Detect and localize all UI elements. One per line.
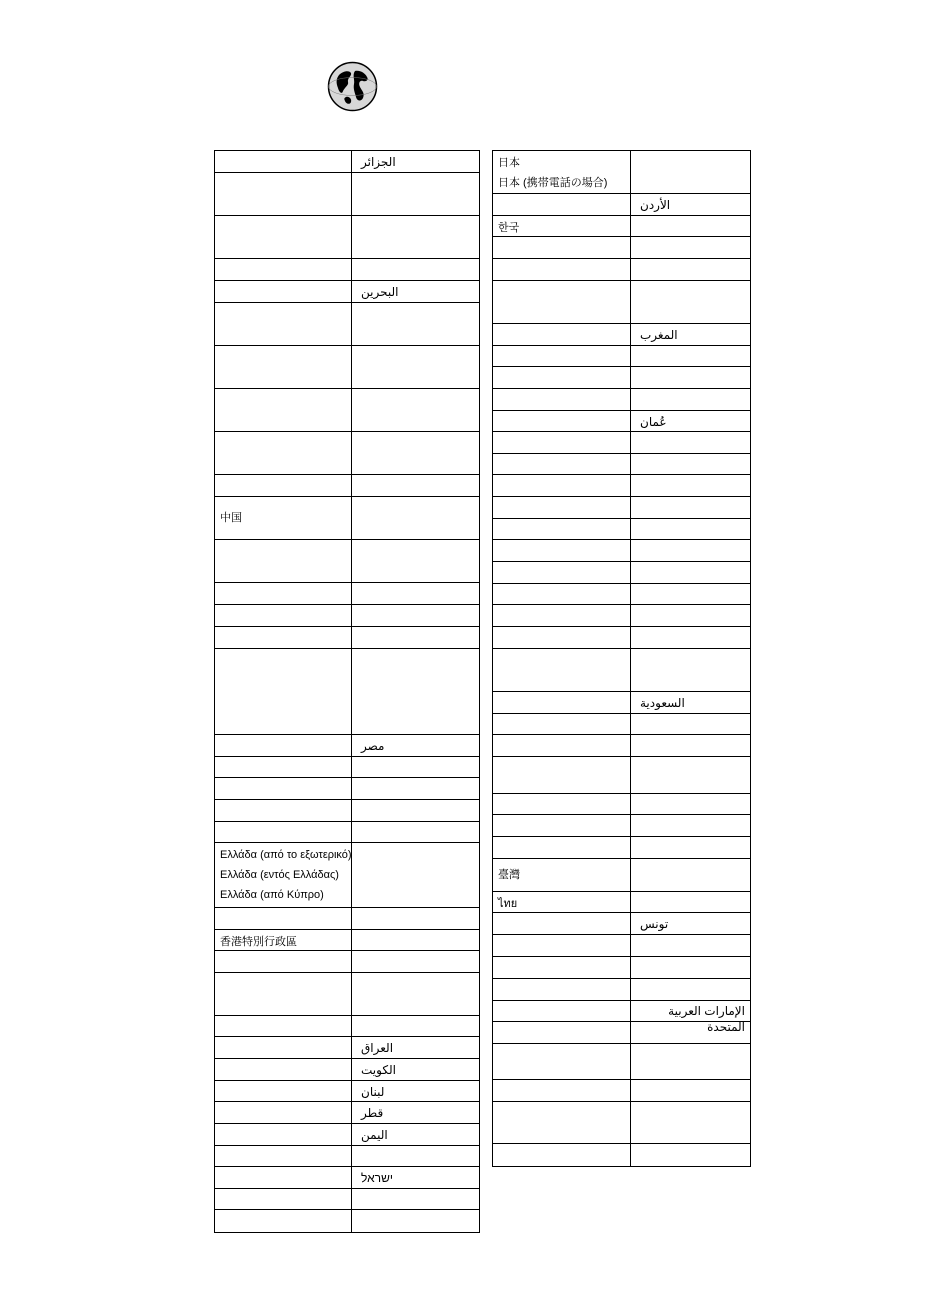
local-name-cell [631, 194, 750, 215]
local-name-cell [352, 259, 479, 280]
table-row [215, 778, 479, 800]
local-name-cell [631, 259, 750, 280]
country-name-cell [493, 735, 631, 756]
table-row [215, 303, 479, 346]
table-row [493, 935, 750, 957]
local-name-cell [352, 649, 479, 734]
country-name-cell [493, 714, 631, 734]
country-name-cell [493, 1022, 631, 1043]
local-name-cell [352, 627, 479, 648]
table-row [215, 583, 479, 605]
local-name-cell [631, 1144, 750, 1166]
country-name-cell [493, 1102, 631, 1143]
country-name-cell [493, 892, 631, 912]
table-row [493, 757, 750, 794]
country-name-cell [215, 735, 352, 756]
local-name-cell [631, 584, 750, 604]
local-name-cell [352, 497, 479, 539]
table-row [215, 216, 479, 259]
country-name-cell [493, 837, 631, 858]
local-name-cell [352, 216, 479, 258]
local-name-cell [631, 389, 750, 410]
local-name-cell [352, 1102, 479, 1123]
local-name-cell [352, 822, 479, 842]
table-row [493, 497, 750, 519]
table-row [493, 389, 750, 411]
table-row [493, 913, 750, 935]
country-name-cell [215, 1037, 352, 1058]
country-name-cell [215, 1016, 352, 1036]
table-row [215, 1124, 479, 1146]
country-name-cell [493, 584, 631, 604]
table-row [493, 714, 750, 735]
country-name-cell [215, 627, 352, 648]
local-name-text: البحرين [361, 285, 399, 299]
country-name-text: ไทย [498, 898, 518, 910]
country-name-text: Ελλάδα (εντός Ελλάδας) [220, 869, 339, 881]
country-name-text: Ελλάδα (από Κύπρο) [220, 889, 324, 901]
table-row [215, 151, 479, 173]
table-row [215, 843, 479, 908]
table-row [215, 735, 479, 757]
country-name-cell [215, 1059, 352, 1080]
local-name-cell [631, 1102, 750, 1143]
local-name-cell [631, 649, 750, 691]
table-row [493, 859, 750, 892]
local-name-cell [352, 1081, 479, 1101]
local-name-text: المغرب [640, 328, 678, 342]
country-name-cell [215, 973, 352, 1015]
local-name-cell [352, 540, 479, 582]
country-name-cell [493, 692, 631, 713]
table-row [215, 475, 479, 497]
local-name-cell [352, 951, 479, 972]
local-name-cell [631, 692, 750, 713]
local-name-cell [631, 913, 750, 934]
country-name-cell [215, 583, 352, 604]
country-name-cell [215, 497, 352, 539]
local-name-cell [352, 757, 479, 777]
table-row [493, 584, 750, 605]
country-name-cell [215, 800, 352, 821]
table-row [493, 454, 750, 475]
local-name-cell [352, 735, 479, 756]
country-table-right [492, 150, 751, 1167]
table-row [493, 324, 750, 346]
country-name-cell [493, 497, 631, 518]
country-name-cell [493, 540, 631, 561]
local-name-text: قطر [361, 1106, 384, 1120]
local-name-cell [631, 957, 750, 978]
local-name-cell [631, 837, 750, 858]
country-name-cell [493, 367, 631, 388]
table-row [493, 1144, 750, 1166]
local-name-cell [631, 1044, 750, 1079]
table-row [493, 735, 750, 757]
local-name-cell [631, 432, 750, 453]
table-row [215, 1102, 479, 1124]
local-name-cell [352, 1146, 479, 1166]
country-name-cell [493, 562, 631, 583]
table-row [493, 346, 750, 367]
local-name-cell [352, 281, 479, 302]
country-name-text: 臺灣 [498, 869, 520, 881]
local-name-text: السعودية [640, 696, 685, 710]
country-name-cell [493, 1044, 631, 1079]
country-name-cell [215, 1146, 352, 1166]
country-name-cell [215, 778, 352, 799]
local-name-cell [352, 1059, 479, 1080]
table-row [493, 237, 750, 259]
local-name-cell [631, 216, 750, 236]
local-name-cell [631, 1001, 750, 1034]
local-name-cell [352, 389, 479, 431]
local-name-cell [631, 605, 750, 626]
local-name-cell [352, 908, 479, 929]
country-name-cell [215, 303, 352, 345]
table-row [493, 837, 750, 859]
country-name-text: Ελλάδα (από το εξωτερικό) [220, 849, 352, 861]
local-name-text: عُمان [640, 415, 667, 429]
local-name-cell [631, 454, 750, 474]
local-name-cell [631, 497, 750, 518]
country-name-cell [493, 216, 631, 236]
local-name-text: لبنان [361, 1085, 385, 1099]
local-name-cell [631, 1022, 750, 1043]
table-row [215, 1210, 479, 1232]
country-name-text: 日本 [498, 157, 520, 169]
local-name-text: العراق [361, 1041, 394, 1055]
country-name-cell [493, 1144, 631, 1166]
table-row [215, 800, 479, 822]
table-row [215, 757, 479, 778]
local-name-cell [631, 1080, 750, 1101]
local-name-cell [631, 281, 750, 323]
country-name-text: 日本 (携帯電話の場合) [498, 177, 608, 189]
country-table-left [214, 150, 480, 1233]
table-row [215, 1189, 479, 1210]
country-name-cell [493, 1080, 631, 1101]
table-row [215, 173, 479, 216]
table-row [493, 627, 750, 649]
country-name-cell [493, 454, 631, 474]
country-name-cell [493, 935, 631, 956]
country-name-cell [493, 815, 631, 836]
local-name-cell [352, 1189, 479, 1209]
local-name-text: تونس [640, 917, 669, 931]
table-row [493, 1102, 750, 1144]
table-row [215, 908, 479, 930]
country-name-cell [493, 519, 631, 539]
country-name-cell [215, 216, 352, 258]
local-name-cell [631, 979, 750, 1000]
country-name-cell [215, 951, 352, 972]
table-row [493, 432, 750, 454]
country-name-cell [215, 649, 352, 734]
local-name-text: الإمارات العربية المتحدة [668, 1004, 745, 1034]
local-name-cell [352, 583, 479, 604]
country-name-text: 한국 [498, 222, 520, 234]
local-name-cell [631, 540, 750, 561]
country-name-cell [493, 411, 631, 431]
local-name-text: ישראל [361, 1171, 393, 1185]
local-name-text: الأردن [640, 198, 671, 212]
country-name-cell [493, 475, 631, 496]
country-name-cell [215, 259, 352, 280]
local-name-cell [631, 935, 750, 956]
local-name-cell [352, 973, 479, 1015]
country-name-cell [215, 1189, 352, 1209]
table-row [215, 1081, 479, 1102]
country-name-cell [215, 346, 352, 388]
local-name-cell [352, 1016, 479, 1036]
country-name-cell [493, 389, 631, 410]
table-row [493, 979, 750, 1001]
country-name-cell [493, 324, 631, 345]
country-name-cell [493, 913, 631, 934]
table-row [215, 951, 479, 973]
table-row [493, 194, 750, 216]
local-name-cell [352, 778, 479, 799]
table-row [215, 389, 479, 432]
table-row [493, 281, 750, 324]
country-name-cell [493, 151, 631, 193]
table-row [215, 346, 479, 389]
table-row [215, 259, 479, 281]
local-name-cell [631, 714, 750, 734]
country-name-cell [493, 281, 631, 323]
table-row [493, 367, 750, 389]
local-name-cell [631, 367, 750, 388]
country-name-cell [215, 389, 352, 431]
local-name-cell [631, 892, 750, 912]
country-name-cell [493, 794, 631, 814]
table-row [215, 1059, 479, 1081]
local-name-cell [631, 815, 750, 836]
table-row [215, 1146, 479, 1167]
country-name-cell [493, 859, 631, 891]
local-name-cell [631, 757, 750, 793]
country-name-cell [215, 151, 352, 172]
table-row [493, 1080, 750, 1102]
local-name-cell [352, 151, 479, 172]
table-row [215, 605, 479, 627]
country-name-cell [215, 757, 352, 777]
table-row [493, 216, 750, 237]
country-name-cell [493, 979, 631, 1000]
table-row [493, 649, 750, 692]
country-name-cell [215, 475, 352, 496]
country-name-cell [493, 627, 631, 648]
table-row [493, 892, 750, 913]
table-row [493, 519, 750, 540]
local-name-cell [352, 1167, 479, 1188]
country-name-cell [215, 1210, 352, 1232]
table-row [493, 540, 750, 562]
table-row [493, 1044, 750, 1080]
country-name-cell [493, 649, 631, 691]
country-name-cell [493, 757, 631, 793]
table-row [215, 649, 479, 735]
country-name-cell [215, 1167, 352, 1188]
local-name-cell [352, 800, 479, 821]
table-row [215, 1016, 479, 1037]
table-row [215, 930, 479, 951]
table-row [215, 973, 479, 1016]
local-name-cell [631, 627, 750, 648]
table-row [493, 411, 750, 432]
country-name-cell [493, 1001, 631, 1021]
local-name-text: الجزائر [361, 155, 396, 169]
country-name-cell [215, 1124, 352, 1145]
table-row [493, 692, 750, 714]
table-row [493, 562, 750, 584]
country-name-text: 香港特別行政區 [220, 936, 297, 948]
country-name-cell [493, 237, 631, 258]
local-name-cell [631, 411, 750, 431]
local-name-text: مصر [361, 739, 385, 753]
local-name-text: اليمن [361, 1128, 388, 1142]
local-name-cell [352, 475, 479, 496]
country-name-cell [493, 957, 631, 978]
table-row [215, 627, 479, 649]
local-name-cell [631, 237, 750, 258]
country-name-cell [493, 432, 631, 453]
local-name-cell [352, 605, 479, 626]
table-row [215, 497, 479, 540]
local-name-cell [631, 735, 750, 756]
country-name-cell [215, 1081, 352, 1101]
table-row [215, 1037, 479, 1059]
local-name-cell [631, 475, 750, 496]
table-row [215, 540, 479, 583]
table-row [493, 1022, 750, 1044]
country-name-cell [215, 605, 352, 626]
table-row [493, 794, 750, 815]
table-row [493, 1001, 750, 1034]
local-name-cell [631, 151, 750, 193]
country-name-cell [493, 259, 631, 280]
country-name-cell [493, 605, 631, 626]
country-name-cell [215, 1102, 352, 1123]
country-name-cell [493, 194, 631, 215]
table-row [493, 151, 750, 194]
local-name-cell [352, 303, 479, 345]
country-name-cell [215, 173, 352, 215]
local-name-cell [631, 794, 750, 814]
local-name-cell [631, 324, 750, 345]
table-row [215, 432, 479, 475]
table-row [493, 475, 750, 497]
country-name-cell [215, 908, 352, 929]
local-name-cell [631, 346, 750, 366]
table-row [215, 822, 479, 843]
country-name-cell [215, 930, 352, 950]
local-name-cell [352, 1037, 479, 1058]
country-name-cell [215, 843, 352, 907]
table-row [493, 815, 750, 837]
local-name-cell [352, 1124, 479, 1145]
local-name-cell [631, 562, 750, 583]
local-name-cell [631, 519, 750, 539]
country-name-text: 中国 [220, 512, 242, 524]
local-name-cell [631, 859, 750, 891]
local-name-cell [352, 930, 479, 950]
globe-icon [327, 61, 378, 112]
local-name-cell [352, 1210, 479, 1232]
country-name-cell [215, 432, 352, 474]
local-name-cell [352, 843, 479, 907]
country-name-cell [215, 540, 352, 582]
local-name-text: الكويت [361, 1063, 396, 1077]
country-name-cell [215, 281, 352, 302]
local-name-cell [352, 432, 479, 474]
country-name-cell [493, 346, 631, 366]
country-name-cell [215, 822, 352, 842]
table-row [215, 1167, 479, 1189]
local-name-cell [352, 173, 479, 215]
local-name-cell [352, 346, 479, 388]
table-row [215, 281, 479, 303]
table-row [493, 259, 750, 281]
table-row [493, 605, 750, 627]
table-row [493, 957, 750, 979]
